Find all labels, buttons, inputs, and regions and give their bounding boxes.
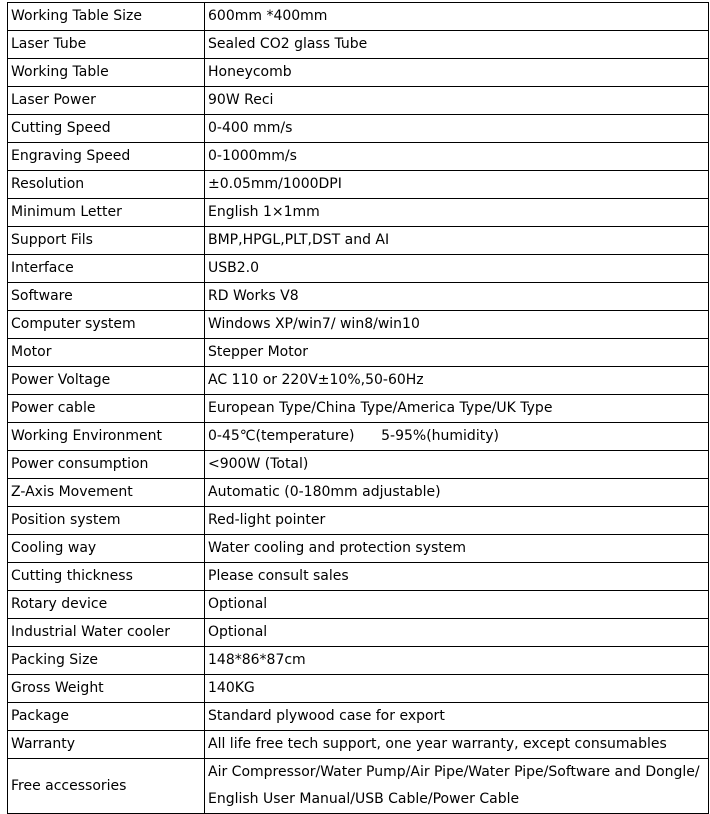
spec-value: European Type/China Type/America Type/UK Type (205, 395, 709, 423)
spec-label: Z-Axis Movement (8, 479, 205, 507)
spec-value: USB2.0 (205, 255, 709, 283)
spec-value: 140KG (205, 675, 709, 703)
table-row (8, 367, 709, 395)
spec-value: 148*86*87cm (205, 647, 709, 675)
spec-label: Working Environment (8, 423, 205, 451)
spec-label: Power consumption (8, 451, 205, 479)
spec-value: 0-45℃(temperature) 5-95%(humidity) (205, 423, 709, 451)
spec-value: Standard plywood case for export (205, 703, 709, 731)
spec-value: English 1×1mm (205, 199, 709, 227)
spec-value: 0-1000mm/s (205, 143, 709, 171)
table-row (8, 143, 709, 171)
spec-label: Software (8, 283, 205, 311)
spec-table-body (8, 3, 709, 814)
spec-label: Cutting thickness (8, 563, 205, 591)
spec-label: Minimum Letter (8, 199, 205, 227)
table-row (8, 479, 709, 507)
table-row (8, 227, 709, 255)
spec-value: Water cooling and protection system (205, 535, 709, 563)
table-row (8, 703, 709, 731)
spec-value: 0-400 mm/s (205, 115, 709, 143)
table-row (8, 283, 709, 311)
spec-label: Resolution (8, 171, 205, 199)
spec-label: Laser Power (8, 87, 205, 115)
spec-label: Power cable (8, 395, 205, 423)
spec-label: Computer system (8, 311, 205, 339)
spec-label: Cutting Speed (8, 115, 205, 143)
spec-label: Power Voltage (8, 367, 205, 395)
table-row (8, 31, 709, 59)
spec-value: Air Compressor/Water Pump/Air Pipe/Water Pipe/Software and Dongle/ English User Manual/USB Cable/Power Cable (205, 759, 709, 814)
spec-label: Motor (8, 339, 205, 367)
spec-label: Engraving Speed (8, 143, 205, 171)
spec-label: Cooling way (8, 535, 205, 563)
table-row (8, 339, 709, 367)
spec-label: Support Fils (8, 227, 205, 255)
spec-label: Free accessories (8, 759, 205, 814)
spec-value: Please consult sales (205, 563, 709, 591)
spec-value: Honeycomb (205, 59, 709, 87)
spec-value: Automatic (0-180mm adjustable) (205, 479, 709, 507)
table-row (8, 535, 709, 563)
spec-label: Interface (8, 255, 205, 283)
spec-value: Windows XP/win7/ win8/win10 (205, 311, 709, 339)
spec-value: RD Works V8 (205, 283, 709, 311)
table-row (8, 563, 709, 591)
table-row (8, 507, 709, 535)
table-row (8, 619, 709, 647)
spec-label: Rotary device (8, 591, 205, 619)
spec-label: Package (8, 703, 205, 731)
table-row (8, 423, 709, 451)
table-row (8, 311, 709, 339)
table-row (8, 87, 709, 115)
spec-value: Optional (205, 591, 709, 619)
table-row (8, 675, 709, 703)
spec-value: Red-light pointer (205, 507, 709, 535)
specification-table (7, 2, 709, 814)
spec-label: Industrial Water cooler (8, 619, 205, 647)
table-row (8, 3, 709, 31)
spec-value: <900W (Total) (205, 451, 709, 479)
table-row (8, 59, 709, 87)
spec-label: Gross Weight (8, 675, 205, 703)
spec-value: All life free tech support, one year warranty, except consumables (205, 731, 709, 759)
table-row (8, 759, 709, 814)
table-row (8, 591, 709, 619)
spec-label: Working Table (8, 59, 205, 87)
table-row (8, 451, 709, 479)
spec-value: AC 110 or 220V±10%,50-60Hz (205, 367, 709, 395)
spec-value: ±0.05mm/1000DPI (205, 171, 709, 199)
spec-value: 600mm *400mm (205, 3, 709, 31)
spec-label: Laser Tube (8, 31, 205, 59)
table-row (8, 115, 709, 143)
spec-value: BMP,HPGL,PLT,DST and AI (205, 227, 709, 255)
table-row (8, 171, 709, 199)
spec-label: Position system (8, 507, 205, 535)
table-row (8, 255, 709, 283)
spec-value: Stepper Motor (205, 339, 709, 367)
spec-value: 90W Reci (205, 87, 709, 115)
spec-label: Working Table Size (8, 3, 205, 31)
spec-label: Warranty (8, 731, 205, 759)
spec-label: Packing Size (8, 647, 205, 675)
table-row (8, 647, 709, 675)
table-row (8, 395, 709, 423)
table-row (8, 199, 709, 227)
spec-value: Optional (205, 619, 709, 647)
table-row (8, 731, 709, 759)
spec-value: Sealed CO2 glass Tube (205, 31, 709, 59)
